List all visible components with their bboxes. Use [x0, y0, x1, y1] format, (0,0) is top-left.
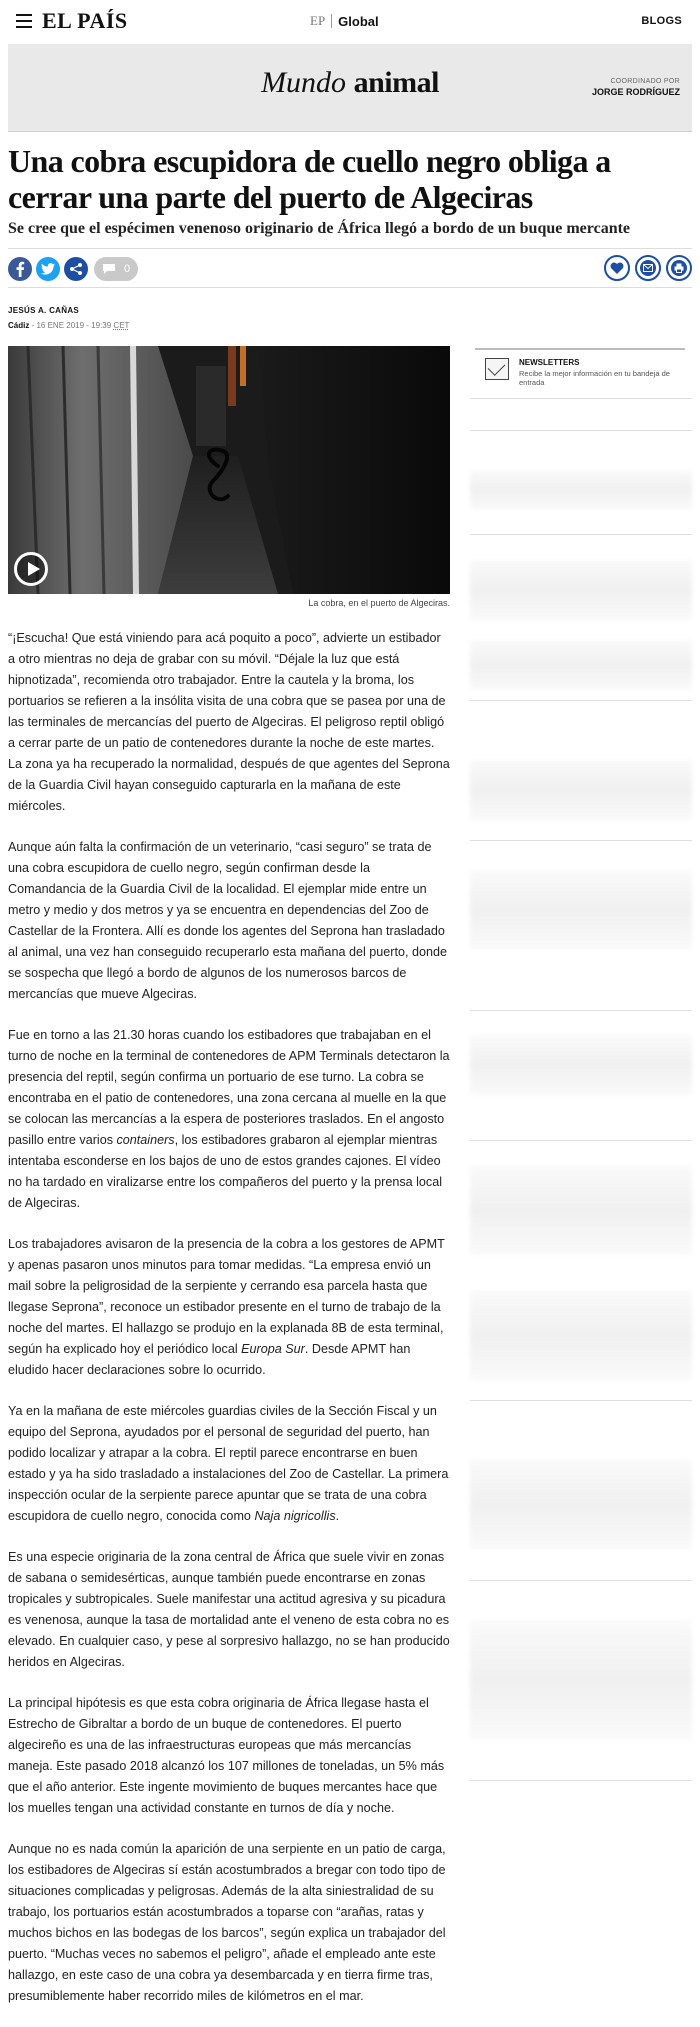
- sidebar-divider: [470, 430, 692, 431]
- share-bar: [8, 248, 692, 288]
- sidebar-divider: [470, 1780, 692, 1781]
- cobra-photo-image: [8, 346, 450, 594]
- sidebar-divider: [470, 840, 692, 841]
- mail-icon: [640, 260, 656, 276]
- sidebar-divider: [470, 700, 692, 701]
- sidebar-divider: [470, 1010, 692, 1011]
- author-name[interactable]: JESÚS A. CAÑAS: [8, 306, 80, 315]
- paragraph: [8, 1025, 450, 1214]
- facebook-share-button[interactable]: [8, 257, 32, 281]
- logo[interactable]: EL PAÍS: [42, 8, 128, 33]
- paragraph: [8, 1401, 450, 1527]
- paragraph: Aunque no es nada común la aparición de una serpiente en un patio de carga, los estibadores de Algeciras sí están acostumbrados a bregar con todo tipo de situaciones complicadas y peligrosas. Además de la alta siniestralidad de su trabajo, los portuarios están acostumbrados a toparse con “arañas, ratas y muchos bichos en las bodegas de los barcos”, según explica un trabajador del puerto. “Muchas veces no sabemos el peligro”, añade el empleado ante este hallazgo, en este caso de una cobra ya desembarcada y en tierra firme tras, presumiblemente haber recorrido miles de kilómetros en el mar.: [8, 1842, 446, 2003]
- share-button[interactable]: [64, 257, 88, 281]
- comments-button[interactable]: [94, 257, 138, 281]
- paragraph: [8, 1234, 450, 1381]
- paragraph-text: . Desde APMT han eludido hacer declaraciones sobre lo ocurrido.: [8, 1342, 411, 1377]
- blog-title[interactable]: [8, 66, 692, 100]
- article-photo[interactable]: [8, 346, 450, 594]
- blog-title-bold: animal: [353, 66, 439, 99]
- paragraph-italic: containers: [116, 1133, 175, 1147]
- newsletter-title: NEWSLETTERS: [519, 358, 580, 367]
- blog-banner: [8, 44, 692, 132]
- sidebar-divider: [470, 1400, 692, 1401]
- share-icon: [69, 262, 83, 276]
- paragraph-italic: Naja nigricollis: [254, 1509, 336, 1523]
- heart-icon: [610, 262, 624, 274]
- dateline: Cádiz - 16 ENE 2019 - 19:39 CET: [8, 321, 130, 330]
- blog-title-italic: Mundo: [261, 66, 347, 99]
- comment-icon: [102, 263, 116, 275]
- timezone: CET: [113, 321, 130, 330]
- paragraph-text: , los estibadores grabaron al ejemplar mientras intentaba esconderse en los bajos de uno de estos grandes cajones. El vídeo no ha tardado en viralizarse entre los compañeros del puerto y la prensa local de Algeciras.: [8, 1133, 443, 1210]
- article-subhead: Se cree que el espécimen venenoso originario de África llegó a bordo de un buque mercante: [8, 220, 631, 237]
- play-video-button[interactable]: [14, 552, 48, 586]
- sidebar-placeholder: [470, 470, 692, 510]
- coordinator-name[interactable]: JORGE RODRÍGUEZ: [591, 87, 680, 97]
- paragraph-text: Ya en la mañana de este miércoles guardias civiles de la Sección Fiscal y un equipo del Seprona, ayudados por el personal de seguridad del puerto, han podido localizar y atrapar a la cobra. El reptil parece encontrarse en buen estado y ya ha sido trasladado a instalaciones del Zoo de Castellar. La primera inspección ocular de la serpiente parece apuntar que se trata de una cobra escupidora de cuello negro, conocida como: [8, 1404, 449, 1523]
- facebook-icon: [15, 261, 25, 277]
- email-share-button[interactable]: [635, 255, 661, 281]
- publish-date: 16 ENE 2019 - 19:39: [36, 321, 112, 330]
- sidebar-divider: [470, 1580, 692, 1581]
- newsletter-icon: [485, 358, 509, 380]
- blogs-link[interactable]: BLOGS: [641, 15, 682, 27]
- sidebar-placeholder: [470, 1620, 692, 1740]
- sidebar-placeholder: [470, 1165, 692, 1255]
- paragraph-text: Fue en torno a las 21.30 horas cuando los estibadores que trabajaban en el turno de noche en la terminal de contenedores de APM Terminals detectaron la presencia del reptil, según confirma un portuario de ese turno. La cobra se encontraba en el patio de contenedores, una zona cercana al muelle en la que se colocan las mercancías a la espera de posteriores traslados. En el angosto pasillo entre varios: [8, 1028, 450, 1147]
- twitter-icon: [41, 263, 55, 275]
- sidebar-divider: [470, 534, 692, 535]
- sidebar-placeholder: [470, 1035, 692, 1095]
- paragraph: Es una especie originaria de la zona central de África que suele vivir en zonas de sabana o semidesérticas, aunque también puede encontrarse en zonas tropicales y subtropicales. Suele manifestar una actitud agresiva y su picadura es venenosa, aunque la tasa de mortalidad ante el veneno de esta cobra no es elevado. En cualquier caso, y pese al sorpresivo hallazgo, no se han producido heridos en Algeciras.: [8, 1550, 450, 1669]
- edition-label: Global: [338, 13, 379, 29]
- paragraph: Aunque aún falta la confirmación de un veterinario, “casi seguro” se trata de una cobra escupidora de cuello negro, según confirman desde la Comandancia de la Guardia Civil de la localidad. El ejemplar mide entre un metro y medio y dos metros y ya se encuentra en dependencias del Zoo de Castellar de la Frontera. Allí es donde los agentes del Seprona han trasladado al animal, una vez han conseguido recuperarlo esta mañana del puerto, donde se sospecha que llegó a bordo de algunos de los numerosos barcos de mercancías que mueve Algeciras.: [8, 840, 447, 1001]
- newsletter-description: Recibe la mejor información en tu bandeja de entrada: [519, 369, 670, 387]
- coordinator-block: [592, 78, 680, 97]
- paragraph: “¡Escucha! Que está viniendo para acá poquito a poco”, advierte un estibador a otro mientras no deja de grabar con su móvil. “Déjale la luz que está hipnotizada”, recomienda otro trabajador. Entre la cautela y la broma, los portuarios se refieren a la insólita visita de una cobra que se pasea por una de las terminales de mercancías del puerto de Algeciras. El peligroso reptil obligó a cerrar parte de un patio de contenedores durante la noche de este martes. La zona ya ha recuperado la normalidad, después de que agentes del Seprona de la Guardia Civil hayan conseguido capturarla en la mañana de este miércoles.: [8, 631, 450, 813]
- paragraph-text: Los trabajadores avisaron de la presencia de la cobra a los gestores de APMT y apenas pasaron unos minutos para tomar medidas. “La empresa envió un mail sobre la peligrosidad de la serpiente y cerrando esa parcela hasta que llegase Seprona”, reconoce un estibador presente en el turno de trabajo de la noche del martes. El hallazgo se produjo en la explanada 8B de esta terminal, según ha explicado hoy el periódico local: [8, 1237, 445, 1356]
- sidebar-divider: [470, 398, 692, 399]
- newsletter-signup[interactable]: [475, 348, 685, 390]
- menu-icon[interactable]: [16, 14, 32, 28]
- sidebar-divider: [470, 1140, 692, 1141]
- print-button[interactable]: [666, 255, 692, 281]
- sidebar-placeholder: [470, 640, 692, 690]
- article-body: [8, 628, 450, 2027]
- paragraph-text: .: [335, 1509, 340, 1523]
- location: Cádiz: [8, 321, 30, 330]
- paragraph: La principal hipótesis es que esta cobra originaria de África llegase hasta el Estrecho de Gibraltar a bordo de un buque de contenedores. El puerto algecireño es una de las infraestructuras europeas que más mercancías maneja. Este pasado 2018 alcanzó los 107 millones de toneladas, un 5% más que el año anterior. Este ingente movimiento de buques mercantes hace que los muelles tengan una actividad constante en turnos de día y noche.: [8, 1696, 445, 1815]
- sidebar-placeholder: [470, 1460, 692, 1550]
- coordinated-label: COORDINADO POR: [610, 78, 680, 85]
- save-favorite-button[interactable]: [604, 255, 630, 281]
- edition-selector[interactable]: [310, 13, 379, 29]
- comments-count: 0: [124, 263, 131, 275]
- sidebar-placeholder: [470, 870, 692, 950]
- photo-caption: La cobra, en el puerto de Algeciras.: [308, 598, 450, 608]
- top-bar: [0, 0, 700, 42]
- sidebar-placeholder: [470, 560, 692, 620]
- article-headline: Una cobra escupidora de cuello negro obliga a cerrar una parte del puerto de Algeciras: [8, 143, 611, 215]
- print-icon: [671, 260, 687, 276]
- twitter-share-button[interactable]: [36, 257, 60, 281]
- divider: [331, 14, 332, 28]
- sidebar-placeholder: [470, 1290, 692, 1380]
- paragraph-italic: Europa Sur: [241, 1342, 305, 1356]
- sidebar-placeholder: [470, 760, 692, 820]
- edition-prefix: EP: [310, 13, 326, 28]
